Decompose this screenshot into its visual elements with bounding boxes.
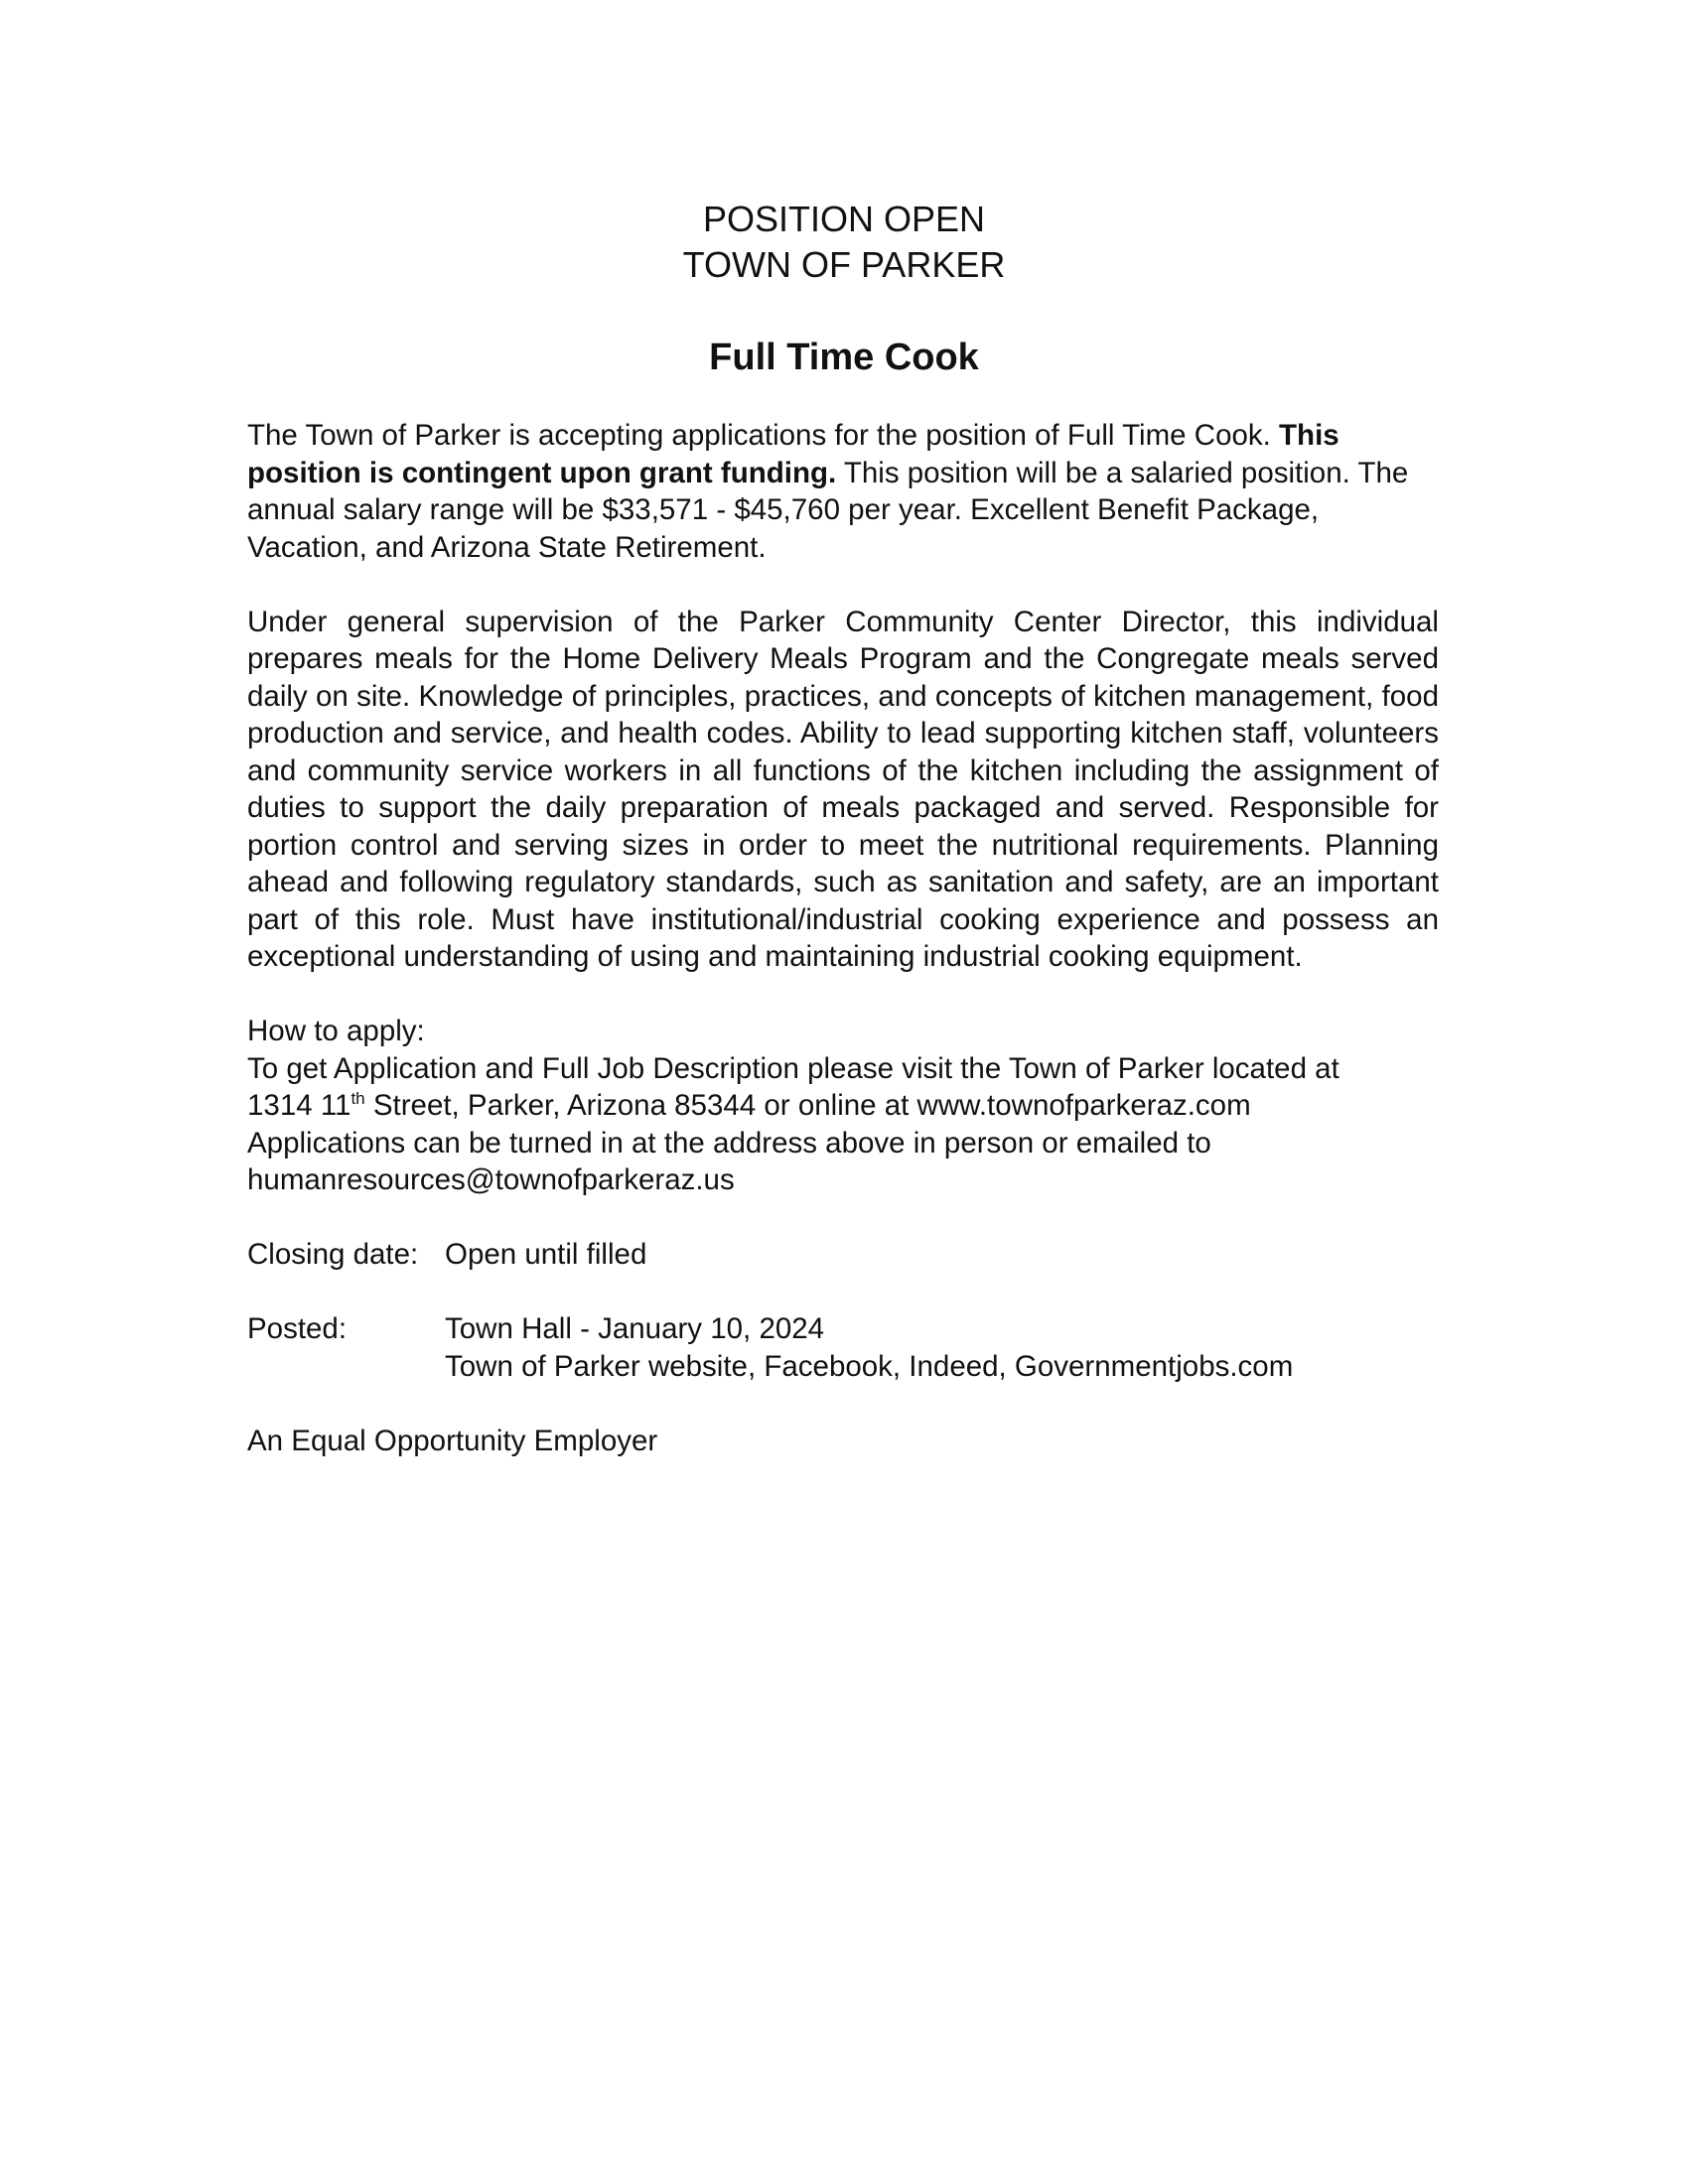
apply-email: humanresources@townofparkeraz.us <box>247 1163 735 1196</box>
posted-location-2: Town of Parker website, Facebook, Indeed, Governmentjobs.com <box>445 1349 1294 1383</box>
header-position-open: POSITION OPEN <box>702 199 986 239</box>
job-title: Full Time Cook <box>709 337 979 378</box>
posted-value <box>445 1310 1439 1385</box>
description-paragraph: Under general supervision of the Parker Community Center Director, this individual prepares meals for the Home Delivery Meals Program and the Congregate meals served daily on site. Knowledge of principles, practices, and concepts of kitchen management, food production and service, and health codes. Ability to lead supporting kitchen staff, volunteers and community service workers in all functions of the kitchen including the assignment of duties to support the daily preparation of meals packaged and served. Responsible for portion control and serving sizes in order to meet the nutritional requirements. Planning ahead and following regulatory standards, such as sanitation and safety, are an important part of this role. Must have institutional/industrial cooking experience and possess an exceptional understanding of using and maintaining industrial cooking equipment. <box>247 605 1439 973</box>
address-ordinal-suffix: th <box>351 1089 365 1108</box>
intro-text-1: The Town of Parker is accepting applications for the position of Full Time Cook. <box>247 419 1280 452</box>
posting-body <box>247 417 1439 1459</box>
closing-date-label: Closing date: <box>247 1238 419 1271</box>
apply-address-line <box>247 1087 1439 1125</box>
closing-date-row <box>247 1236 1439 1274</box>
posted-label: Posted: <box>247 1312 348 1345</box>
apply-line-3: Applications can be turned in at the address above in person or emailed to <box>247 1126 1211 1160</box>
intro-text-2: This position will be a salaried position. The annual salary range will be $33,571 - $45,760 per year. Excellent Benefit Package, Vacation, and Arizona State Retirement. <box>247 456 1409 564</box>
apply-heading: How to apply: <box>247 1015 425 1047</box>
posting-header <box>0 197 1688 288</box>
address-number: 1314 11 <box>247 1089 352 1122</box>
intro-bold-text: This position is contingent upon grant funding. <box>247 419 1339 489</box>
header-town-name: TOWN OF PARKER <box>682 244 1006 285</box>
equal-opportunity-statement: An Equal Opportunity Employer <box>247 1424 658 1457</box>
address-rest: Street, Parker, Arizona 85344 or online at www.townofparkeraz.com <box>364 1089 1251 1122</box>
posted-location-1: Town Hall - January 10, 2024 <box>445 1312 825 1345</box>
closing-date-value: Open until filled <box>445 1238 647 1271</box>
apply-line-1: To get Application and Full Job Description please visit the Town of Parker located at <box>247 1051 1339 1085</box>
intro-paragraph <box>247 417 1439 566</box>
posted-row <box>247 1310 1439 1385</box>
